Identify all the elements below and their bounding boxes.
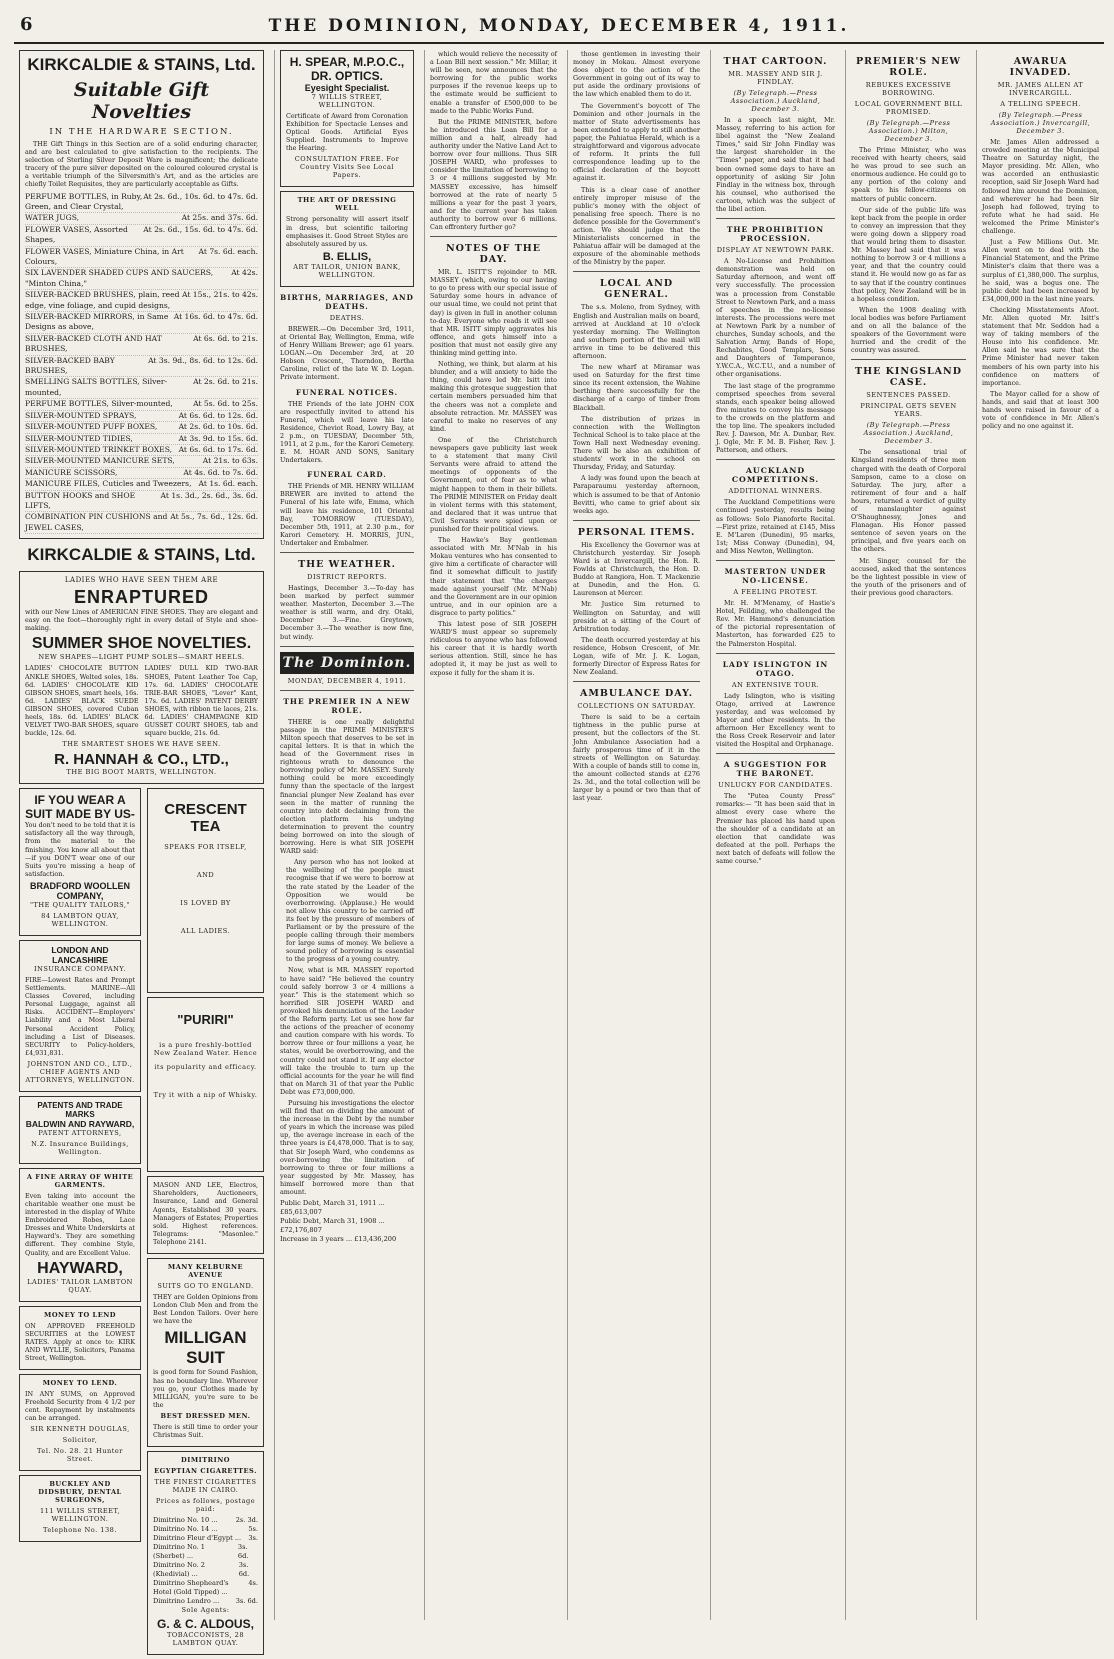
aldous-price-row [153,1543,258,1561]
col6-p2: Our side of the public life was kept back from the people in order to convey an impression that they were going down a slippery road that would bring them to disaster. Mr. Massey had said that it was nothing to borrow 3 or 4 millions a year, and that the country could stand it. He would now go as far as to say that if the country continues that policy, New Zealand will be in a hopeless condition. [851,205,966,303]
spear-name: H. SPEAR, M.P.O.C., DR. OPTICS. [289,55,405,83]
awarua-byline: (By Telegraph.—Press Association.) Invercargill, December 3. [990,111,1091,135]
crescent-advert [147,788,264,993]
spear-advert [280,50,414,187]
aldous-price-list [153,1516,258,1606]
crescent-line1: SPEAKS FOR ITSELF, [164,843,247,852]
col4-p1: those gentlemen in investing their money in Mokau. Almost everyone does object to the action of the Government in going out of its way to put aside the ordinary provisions of the law which enabled them to do it. [573,50,700,99]
kirkcaldie-item-name: PERFUME BOTTLES, in Ruby, Green, and Clear Crystal, [25,191,143,211]
col3-p4: Nothing, we think, but alarm at his blunder, and a will anxiety to hide the thing, could have led Mr. Isitt into making this grotesque suggestion that certain members persuaded him that the cheers was not a complete and absolute retraction. Mr. MASSEY was careful to make no reserves of any kind. [430,360,557,433]
bradford-address: 84 LAMBTON QUAY, WELLINGTON. [41,911,119,928]
kelburne-best: BEST DRESSED MEN. [160,1411,251,1420]
hannah-intro: with our New Lines of AMERICAN FINE SHOES. They are elegant and easy on the foot—thoroughly right in every detail of Style and shoe-making. [25,608,258,633]
aldous-price-row [153,1579,258,1597]
kirkcaldie-item [25,434,258,445]
kirkcaldie-section: IN THE HARDWARE SECTION. [49,127,234,137]
kirkcaldie-item-name: MANICURE FILES, Cuticles and Tweezers, [25,479,192,489]
kirkcaldie-item [25,468,258,479]
mason-lee-text: MASON AND LEE, Electros, Shareholders, Auctioneers, Insurance, Land and General Agents, Established 30 years. Managers of Estates; Properties sold. Highest references. Telegrams: "Masonlee." Telephone 2141. [153,1181,258,1246]
spear-consult: CONSULTATION FREE. For Country Visits See Local Papers. [294,155,400,180]
aldous-item-price: 5s. [248,1525,258,1534]
kirkcaldie-item [25,399,258,410]
aldous-price-row [153,1534,258,1543]
kirkcaldie-item [25,479,258,490]
column-2 [274,50,419,1620]
awarua-heading: AWARUA INVADED. [1009,56,1072,78]
col5-p2: A No-License and Prohibition demonstration was held on Saturday afternoon, and went off very successfully. The procession was a procession from Constable Street to Newtown Park, and a mass of speeches in the no-license interests. The processions were met at Newtown Park by a number of churches, Sunday schools, and the Salvation Army, Bands of Hope, Rechabites, Good Templars, Sons and Daughters of Temperance, Y.W.C.A., W.C.T.U., and a number of other organisations. [716,257,835,379]
islington-heading: LADY ISLINGTON IN OTAGO. [722,659,829,678]
column-7 [976,50,1104,1620]
col5-p1: In a speech last night, Mr. Massey, referring to his action for libel against the "New Zealand Times," said Sir John Findlay was the largest shareholder in the "Times" paper, and said that it had been owned some days to have an opportunity of asking Sir John Findlay in the witness box, through his counsel, who authorised the cartoon, which was the subject of the libel action. [716,116,835,214]
patents-title: PATENTS AND TRADE MARKS [37,1100,123,1119]
kirkcaldie-item [25,334,258,356]
kirkcaldie-item-name: SILVER-BACKED BABY BRUSHES, [25,355,115,376]
money-title: MONEY TO LEND [44,1310,116,1319]
kirkcaldie-item-price: At 4s. 6d. to 7s. 6d. [183,467,258,477]
kingsland-byline: (By Telegraph.—Press Association.) Auckland, December 3. [863,421,954,446]
premier-byline: (By Telegraph.—Press Association.) Milton, December 3. [866,119,951,143]
hannah-title: SUMMER SHOE NOVELTIES. [31,635,252,653]
hayward-address: LADIES' TAILOR LAMBTON QUAY. [27,1277,133,1294]
competitions-heading: AUCKLAND COMPETITIONS. [731,466,820,485]
col3-p5: One of the Christchurch newspapers gave publicity last week to a statement that many Civil Servants were afraid to attend the meetings of opponents of the Government, out of fear as to what might happen to them in their billets. The PRIME MINISTER on Friday dealt in violent terms with this statement, and declared that it was untrue that Civil Servants were spied upon or punished for their political views. [430,435,557,533]
col4-p8: His Excellency the Governor was at Christchurch yesterday. Sir Joseph Ward is at Invercargill, the Hon. R. Fowlds at Christchurch, the Hon. D. Buddo at Rangiora, Hon. T. Mackenzie at Dunedin, and the Hon. G. Laurenson at Mercer. [573,540,700,598]
births-text: BREWER.—On December 3rd, 1911, at Oriental Bay, Wellington, Emma, wife of Henry William Brewer; age 61 years. LOGAN.—On December 3rd, at 20 Hobson Crescent, Thorndon, Bertha Caroline, relict of the late W. D. Logan. Private interment. [280,324,414,382]
col6-p5: Mr. Singer, counsel for the accused, asked that the sentences be the lightest possible in view of the youth of the prisoners and of their previous good characters. [851,556,966,597]
column-4 [567,50,705,1620]
masterton-heading: MASTERTON UNDER NO-LICENSE. [724,567,827,586]
insurance-sub: INSURANCE COMPANY. [33,964,127,973]
milligan-name: MILLIGAN SUIT [164,1328,247,1368]
funeral-card-text: THE Friends of MR. HENRY WILLIAM BREWER are invited to attend the Funeral of his late wife, Emma, which will leave his residence, 101 Oriental Bay, TOMORROW (TUESDAY), December 5th, 1911, at 2.30 p.m., for Karori Cemetery. H. MORRIS, JUN., Undertaker and Embalmer. [280,482,414,547]
hannah-tag: THE SMARTEST SHOES WE HAVE SEEN. [62,740,221,749]
dominion-nameplate: The Dominion. [280,652,414,674]
procession-heading: THE PROHIBITION PROCESSION. [726,225,825,244]
masterton-sub: A FEELING PROTEST. [733,588,818,597]
col3-p3: MR. L. ISITT'S rejoinder to MR. MASSEY (which, owing to our having to go to press with our special issue of Saturday some hours in advance of our usual time, we could not print that day) is given in full in another column to-day. Everyone who reads it will see that MR. ISITT simply aggravates his offence, and gets himself into a position that must not easily give any thinking mind getting into. [430,268,557,357]
col6-p3: When the 1908 dealing with local bodies was before Parliament and on all the balance of the speakers of the Government were hurried and the credit of the country was assured. [851,305,966,355]
column-3 [424,50,562,1620]
column-6 [845,50,971,1620]
kirkcaldie-item-name: SMELLING SALTS BOTTLES, Silver-mounted, [25,377,168,397]
hannah-address: THE BIG BOOT MARTS, WELLINGTON. [66,768,217,777]
col4-p7: A lady was found upon the beach at Paraparaumu yesterday afternoon, which is assumed to be that of Antonio Bevitti, who came to grief about six weeks ago. [573,474,700,515]
kirkcaldie-item [25,422,258,433]
kirkcaldie-item-price: At 15s., 21s. to 42s. [181,290,258,300]
kirkcaldie-intro: THE Gift Things in this Section are of a solid enduring character, and are best calculated to give satisfaction to the recipients. The selection of Sterling Silver Deposit Ware is magnificent; the delicate tracery of the pure silver deposited on the coloured coloured crystal is a veritable triumph of the Silversmith's Art, and as the articles are chiefly Toilet Requisites, they are particularly acceptable as Gifts. [25,140,258,189]
ambulance-sub: COLLECTIONS ON SATURDAY. [577,702,696,711]
aldous-title: EGYPTIAN CIGARETTES. [154,1467,257,1476]
col4-p10: The death occurred yesterday at his residence, Hobson Crescent, of Mr. Logan, wife of Mr. J. K. Logan, formerly Director of Express Rates for New Zealand. [573,635,700,677]
col5-p4: The Auckland Competitions were continued yesterday, results being as follows: Solo Pianoforte Recital.—First prize, retained at £145, Miss E. M'Laren (Dunedin), 95 marks, 1st; Miss Conway (Dunedin), 94, and Miss Newton, Wellington. [716,498,835,555]
aldous-item-name: Dimitrino No. 10 ... [153,1516,218,1525]
kirkcaldie-item-price: At 1s. 6d. each. [198,479,258,489]
col5-p6: Lady Islington, who is visiting Otago, arrived at Lawrence yesterday, and was welcomed by Mayor and other residents. In the afternoon Her Excellency went to the Ross Creek Reservoir and later visited the Hospital and Orphanage. [716,691,835,749]
premier-sub: REBUKES EXCESSIVE BORROWING. [865,81,952,97]
kelburne-title: MANY KELBURNE AVENUE [167,1263,244,1280]
births-heading: BIRTHS, MARRIAGES, AND DEATHS. [280,292,414,311]
hayward-title: A FINE ARRAY OF WHITE GARMENTS. [26,1172,134,1189]
kirkcaldie-item [25,356,258,378]
kirkcaldie-item-name: BUTTON HOOKS and SHOE LIFTS, [25,490,136,510]
puriri-line3: Try it with a nip of Whisky. [153,1091,258,1100]
funeral-card-heading: FUNERAL CARD. [307,470,387,480]
col4-p4: The s.s. Moleno, from Sydney, with English and Australian mails on board, arrived at Auckland at 10 o'clock yesterday morning. The Wellington and southern portion of the mail will arrive in time to be delivered this afternoon. [573,303,700,360]
crescent-line3: IS LOVED BY [180,899,231,908]
aldous-price-row [153,1597,258,1606]
col5-p7: The "Putea County Press" remarks:— "It has been said that in almost every case where the Premier has placed his hand upon the shoulder of a candidate at an election that candidate was defeated at the poll. Perhaps the next batch of defeats will follow the same course." [716,792,835,865]
awarua-sub: MR. JAMES ALLEN AT INVERCARGILL. [997,81,1084,97]
bradford-name: BRADFORD WOOLLEN COMPANY, [30,880,130,901]
aldous-brand: DIMITRINO [181,1456,230,1465]
aldous-item-price: 3s. 6d. [237,1543,249,1561]
patents-advert [19,1096,141,1164]
hannah-shoes-right: LADIES' DULL KID TWO-BAR SHOES, Patent Leather Toe Cap, 17s. 6d. LADIES' CHOCOLATE TRIE-BAR SHOES, "Lever" Kant, 17s. 6d. LADIES' PATENT DERBY SHOES, with ribbon tie laces, 21s. 6d. LADIES' CHAMPAGNE KID GUSSET COURT SHOES, tab and square buckle, 21s. 6d. [144,664,258,738]
kirkcaldie-item-name: SILVER-BACKED BRUSHES, plain, reed edge, vine foliage, and cupid designs, [25,290,180,310]
kingsland-sub: SENTENCES PASSED. [866,391,951,400]
columns [14,50,1104,1648]
patents-name: BALDWIN AND RAYWARD, [25,1118,135,1129]
col3-p2: But the PRIME MINISTER, before he introduced this Loan Bill for a million and a half, already had authority under the Native Land Act to borrow over four millions. Thus SIR JOSEPH WARD, who professes to consider the limitation of borrowing to 3 or 4 millions suggested by Mr. MASSEY excessive, has himself borrowed at the rate of nearly 5 millions a year for the past 3 years, and for the current year has taken authority to borrow over 6 millions. Can effrontery further go? [430,117,557,231]
kirkcaldie-item [25,290,258,312]
funeral-text: THE Friends of the late JOHN COX are respectfully invited to attend his Funeral, which will leave his late Residence, Cheviot Road, Lowry Bay, at 2 p.m., on TUESDAY, December 5th, 1911, at 2 p.m., for the Karori Cemetery. E. M. HOAR AND SONS, Sanitary Undertakers. [280,399,414,465]
money-advert [19,1306,141,1370]
weather-text: Hastings, December 3.—To-day has been marked by perfect summer weather. Masterton, December 3.—The weather is still warm, and dry. Otaki, December 3.—Fine. Greytown, December 3.—The weather is now fine, but windy. [280,584,414,641]
surgeons-address: 111 WILLIS STREET, WELLINGTON. [39,1507,121,1524]
crescent-title: CRESCENT TEA [164,801,247,836]
kirkcaldie-item [25,213,258,224]
aldous-item-price: 2s. 3d. [235,1516,258,1525]
puriri-line2: its popularity and efficacy. [154,1063,257,1072]
ellis-text: Strong personality will assert itself in dress, but scientific tailoring emphasises it. Good Street Styles are absolutely assured by us. [286,215,408,248]
aldous-sub: THE FINEST CIGARETTES MADE IN CAIRO. [154,1478,257,1495]
insurance-text: FIRE—Lowest Rates and Prompt Settlements. MARINE—All Classes Covered, including Personal Luggage, against all Risks. ACCIDENT—Employers' Liability and a Most Liberal Personal Accident Policy, including a List of Diseases. SECURITY to Policy-holders, £4,931,831. [25,975,135,1057]
kelburne-advert [147,1258,264,1447]
weather-heading: THE WEATHER. [298,559,396,570]
aldous-advert [147,1451,264,1655]
baronet-heading: A SUGGESTION FOR THE BARONET. [723,760,828,779]
debt-row-3: Increase in 3 years ... £13,436,200 [280,1235,397,1244]
kirkcaldie-name-repeat: KIRKCALDIE & STAINS, Ltd. [27,545,256,565]
debt-row-2: Public Debt, March 31, 1908 ... £72,176,807 [280,1217,385,1235]
kirkcaldie-item-name: WATER JUGS, [25,213,80,223]
patents-address: N.Z. Insurance Buildings, Wellington. [31,1139,129,1156]
local-heading: LOCAL AND GENERAL. [599,278,674,301]
kirkcaldie-item [25,247,258,269]
kirkcaldie-item [25,512,258,534]
hayward-text: Even taking into account the charitable weather one must be interested in the display of White Embroidered Robes, Lace Dresses and White Underskirts at Hayward's. They are something different. They combine Style, Quality, and are Excellent Value. [25,1191,135,1257]
aldous-item-name: Dimitrino No. 14 ... [153,1525,218,1534]
cartoon-sub: MR. MASSEY AND SIR J. FINDLAY. [728,70,823,86]
aldous-item-name: Dimitrino No. 1 (Sherbet) ... [153,1543,205,1561]
kirkcaldie-item-name: MANICURE SCISSORS, [25,467,118,477]
kirkcaldie-item-name: SILVER-MOUNTED TIDIES, [25,433,133,443]
kirkcaldie-item-name: PERFUME BOTTLES, Silver-mounted, [25,399,173,409]
weather-sub: DISTRICT REPORTS. [307,573,387,581]
aldous-item-name: Dimitrino Shepheard's Hotel (Gold Tipped) ... [153,1579,229,1597]
bradford-tag: "THE QUALITY TAILORS," [29,900,130,909]
kelburne-text: THEY are Golden Opinions from London Club Men and from the Best London Tailors. Over here we have the [153,1293,258,1326]
kirkcaldie-item-price: At 42s. [231,268,258,278]
surgeons-advert [19,1475,141,1542]
kirkcaldie-item-name: SILVER-BACKED CLOTH AND HAT BRUSHES, [25,333,162,354]
kirkcaldie-item-price: At 16s. 6d. to 47s. 6d. [173,312,258,322]
money2-title: MONEY TO LEND. [42,1379,118,1388]
kirkcaldie-item-list [25,192,258,535]
puriri-title: "PURIRI" [177,1012,234,1028]
money2-advert [19,1374,141,1471]
mason-lee-advert [147,1176,264,1254]
ambulance-heading: AMBULANCE DAY. [579,688,694,700]
kirkcaldie-item-price: At 6s. 6d. to 12s. 6d. [178,410,258,420]
hayward-advert [19,1168,141,1302]
procession-sub: DISPLAY AT NEWTOWN PARK. [716,246,835,255]
patents-sub: PATENT ATTORNEYS, [38,1128,122,1137]
kirkcaldie-item [25,268,258,290]
funeral-heading: FUNERAL NOTICES. [295,387,399,397]
bradford-advert [19,788,141,936]
insurance-advert [19,940,141,1092]
insurance-agents: JOHNSTON AND CO., LTD., CHIEF AGENTS AND ATTORNEYS, WELLINGTON. [25,1059,135,1084]
page-number: 6 [20,14,33,35]
aldous-price-row [153,1525,258,1534]
col4-p9: Mr. Justice Sim returned to Wellington on Saturday, and will preside at a sitting of the Court of Arbitration today. [573,600,700,633]
notes-heading: NOTES OF THE DAY. [445,243,542,266]
premier-heading: PREMIER'S NEW ROLE. [855,56,962,78]
personal-heading: PERSONAL ITEMS. [577,526,696,538]
col6-p1: The Prime Minister, who was received with hearty cheers, said he was proud to see such an enormous audience. He could go to any portion of the colony and speak to his fellow-citizens on matters of public concern. [851,146,966,203]
kirkcaldie-item-price: At 25s. and 37s. 6d. [181,213,258,223]
aldous-item-price: 4s. [248,1579,258,1588]
col7-p3: Checking Misstatements Afoot. Mr. Allen quoted Mr. Isitt's statement that Mr. Seddon had a way of taking members of the House into his confidence. Mr. Allen said he was sure that the Prime Minister had never taken members of his own party into his confidence on matters of importance. [982,305,1099,387]
islington-sub: AN EXTENSIVE TOUR. [731,680,820,689]
kirkcaldie-item-price: At 21s. to 63s. [202,456,258,466]
kirkcaldie-item-name: SILVER-MOUNTED PUFF BOXES, [25,422,158,432]
kirkcaldie-item [25,491,258,513]
kirkcaldie-item-name: COMBINATION PIN CUSHIONS and JEWEL CASES, [25,512,168,532]
spear-title: Eyesight Specialist. [304,83,390,93]
aldous-item-price: 3s. 6d. [238,1561,250,1579]
kirkcaldie-item-name: FLOWER VASES, Assorted Shapes, [25,224,128,245]
spear-text: Certificate of Award from Coronation Exhibition for Spectacle Lenses and Optical Goods. Artificial Eyes Supplied. Instruments to Improve the Hearing. [286,112,408,153]
col7-p1: Mr. James Allen addressed a crowded meeting at the Municipal Theatre on Saturday night, the Mayor presiding. Mr. Allen, who was accorded an enthusiastic reception, said Sir Joseph Ward had followed him around the Dominion, and wherever he had been Sir Joseph had followed, trying to refute what he had said. He welcomed the Prime Minister's challenge. [982,138,1099,236]
bradford-text: You don't need to be told that it is satisfactory all the way through, from the material to the finishing. You know all about that—if you DON'T wear one of our Suits you're missing a heap of satisfaction. [25,821,135,878]
kelburne-sub: SUITS GO TO ENGLAND. [157,1282,254,1291]
insurance-title: LONDON AND LANCASHIRE [51,944,109,965]
kirkcaldie-item-name: FLOWER VASES, Miniature China, in Art Colours, [25,246,184,266]
kirkcaldie-item [25,377,258,399]
kirkcaldie-item-price: At 3s. 9d., 8s. 6d. to 12s. 6d. [148,355,258,365]
editorial-p3: Now, what is MR. MASSEY reported to have said? "He believed the country could safely borrow 3 or 4 millions a year." This is the statement which so horrified SIR JOSEPH WARD and provoked his denunciation of the Leader of the Reform party. Let us see how far the actions of the preacher of economy and caution compare with his words. To borrow three or four millions a year, he states, would be overborrowing, and the country could not stand it. If any elector will take the trouble to turn up the official accounts for the year he will find that on March 31 of that year the Public Debt was £73,000,000. [280,966,414,1096]
kirkcaldie-item-price: At 1s. 3d., 2s. 6d., 3s. 6d. [160,490,258,500]
col3-p1: which would relieve the necessity of a Loan Bill next session." Mr. Millar, it will be seen, now announces that the borrowing for the public works purposes if the revenue keeps up to the estimate would be sufficient to enable a transfer of £500,000 to be made to the Public Works Fund. [430,50,557,115]
kirkcaldie-item [25,192,258,214]
aldous-item-price: 3s. 6d. [235,1597,258,1606]
column-1-advertisements [14,50,269,1648]
cartoon-heading: THAT CARTOON. [723,56,828,67]
kirkcaldie-item [25,225,258,247]
kirkcaldie-item-name: SILVER-MOUNTED MANICURE SETS, [25,456,175,466]
editorial-p1: THERE is one really delightful passage in the PRIME MINISTER'S Milton speech that deserves to be set in capital letters. It is that in which the head of the Government rises in righteous wrath to denounce the borrowing policy of Mr. MASSEY. Surely nothing could be more exceedingly funny than the spectacle of the largest financial plunger New Zealand has ever seen in the matter of running the country into debt declaiming from the election platform his undying determination to prevent the country being borrowed on into the slough of borrowing. Here is what SIR JOSEPH WARD said: [280,717,414,856]
masthead [14,14,1104,44]
hayward-name: HAYWARD, [37,1259,123,1277]
puriri-advert [147,997,264,1172]
kirkcaldie-item-price: At 2s. 6d. to 10s. 6d. [178,422,258,432]
competitions-sub: ADDITIONAL WINNERS. [728,487,823,496]
baronet-sub: UNLUCKY FOR CANDIDATES. [718,781,833,790]
dominion-date: MONDAY, DECEMBER 4, 1911. [287,676,407,685]
cartoon-byline: (By Telegraph.—Press Association.) Auckland, December 3. [730,89,821,113]
newspaper-title: THE DOMINION, MONDAY, DECEMBER 4, 1911. [268,16,850,36]
col7-p2: Just a Few Millions Out. Mr. Allen went on to deal with the Financial Statement, and the Prime Minister's claim that there was a surplus of £1,380,000. The surplus, he said, was a bogus one. The public debt had been increased by £34,000,000 in the last nine years. [982,238,1099,303]
kirkcaldie-tagline: Suitable Gift Novelties [73,79,210,123]
kirkcaldie-advert [19,50,264,539]
editorial-p2: Any person who has not looked at the wellbeing of the people must recognise that if we were to borrow at the rate stated by the Leader of the Opposition we would be overborrowing. (Applause.) He would not allow this country to be carried off its feet by the pressure of members of Parliament or by the pressure of the people calling through their members for large sums of money. We believe a sound policy of borrowing is essential to the progress of a young country. [286,858,414,964]
puriri-line1: is a pure freshly-bottled New Zealand Water. Hence [153,1041,258,1058]
kirkcaldie-item-price: At 6s. 6d. to 17s. 6d. [178,444,258,454]
awarua-sub2: A TELLING SPEECH. [1000,100,1081,108]
premier-sub2: LOCAL GOVERNMENT BILL PROMISED. [854,100,963,116]
kirkcaldie-item-price: At 6s. 6d. to 21s. [193,333,258,343]
ellis-sub: ART TAILOR, UNION BANK, WELLINGTON. [293,262,401,279]
aldous-address: TOBACCONISTS, 28 LAMBTON QUAY. [166,1631,245,1648]
bradford-title: IF YOU WEAR A SUIT MADE BY US- [25,793,135,822]
kelburne-text3: There is still time to order your Christmas Suit. [153,1422,258,1439]
money2-text: IN ANY SUMS, on Approved Freehold Security from 4 1/2 per cent. Repayment by instalments can be arranged. [25,1390,135,1423]
ellis-title: THE ART OF DRESSING WELL [297,196,397,213]
kirkcaldie-item-price: At 3s. 9d. to 15s. 6d. [178,433,258,443]
ellis-name: B. ELLIS, [322,250,372,263]
aldous-item-name: Dimitrino No. 2 (Khedivial) ... [153,1561,205,1579]
debt-row-1: Public Debt, March 31, 1911 ... £85,613,007 [280,1199,385,1217]
editorial-p4: Pursuing his investigations the elector will find that on dividing the amount of the increase in the Debt by the number of years in which the increase was piled up, the average increase in each of the three years is £4,478,000. That is to say, that Sir Joseph Ward, who condemns as over-borrowing the limitation of borrowing to three or four millions a year suggested by Mr. Massey, has himself borrowed more than that amount. [280,1098,414,1196]
col4-p6: The distribution of prizes in connection with the Wellington Technical School is to take place at the Town Hall next Wednesday evening. There will be also an exhibition of students' work in the school on Thursday, Friday, and Saturday. [573,414,700,472]
newspaper-page [14,14,1104,1648]
col5-p3: The last stage of the programme comprised speeches from several stands, each speaker being allowed five minutes to convey his message to the crowds on the platform and the top line. The speakers included Rev. J. Dawson, Mr. A. Dunbar, Rev. J. Ogle, Mr. F. M. B. Fisher, Rev. J. Patterson, and others. [716,381,835,455]
kirkcaldie-item-price: At 5s. 6d. to 25s. [193,399,258,409]
kirkcaldie-name: KIRKCALDIE & STAINS, Ltd. [27,55,256,74]
aldous-item-price: 3s. [248,1534,258,1543]
hannah-name: R. HANNAH & CO., LTD., [54,751,229,769]
col5-p5: Mr. H. M'Menamy, of Hastie's Hotel, Feilding, who challenged the Rev. Mr. Hammond's denunciation of the pictorial representation of Masterton, has forwarded £25 to the Palmerston Hospital. [716,599,835,648]
spear-address: 7 WILLIS STREET, WELLINGTON. [311,93,383,109]
aldous-price-row [153,1516,258,1525]
kirkcaldie-item [25,456,258,467]
kingsland-heading: THE KINGSLAND CASE. [855,366,962,389]
col3-p6: The Hawke's Bay gentleman associated with Mr. M'Nab in his Mokau ventures who has consented to give him a certificate of character will find it somewhat difficult to justify their statement that "the charges made against yourself (Mr. M'Nab) and the Government are in our opinion untrue, and in our opinion are a disgrace to party politics." [430,536,557,617]
col7-p4: The Mayor called for a show of hands, and said that at least 300 hands were raised in favour of a vote of confidence in Mr. Allen's policy and no one against it. [982,389,1099,431]
hannah-advert [19,571,264,784]
aldous-item-name: Dimitrino Fleur d'Egypt ... [153,1534,242,1543]
kirkcaldie-item-price: At 2s. 6d. to 21s. [193,377,258,387]
kirkcaldie-item-price: At 2s. 6d., 10s. 6d. to 47s. 6d. [143,191,258,201]
deaths-label: DEATHS. [329,313,365,322]
col4-p5: The new wharf at Miramar was used on Saturday for the first time since its recent extension, the Wahine berthing there successfully for the discharge of a cargo of timber from Blackball. [573,363,700,412]
aldous-price-row [153,1561,258,1579]
kirkcaldie-item-price: At 2s. 6d., 15s. 6d. to 47s. 6d. [143,224,258,234]
kirkcaldie-item-name: SILVER-MOUNTED TRINKET BOXES, [25,444,173,454]
kirkcaldie-item [25,411,258,422]
ellis-advert [280,191,414,286]
aldous-prices-label: Prices as follows, postage paid: [155,1497,256,1514]
aldous-sole: Sole Agents: [181,1606,230,1615]
kirkcaldie-item [25,445,258,456]
money2-sub: Solicitor, [62,1436,98,1445]
surgeons-title: BUCKLEY AND DIDSBURY, DENTAL SURGEONS, [38,1480,122,1505]
hannah-shoes-left: LADIES' CHOCOLATE BUTTON ANKLE SHOES, Welted soles, 18s. 6d. LADIES' CHOCOLATE KID GIBSON SHOES, smart heels, 16s. 6d. LADIES' BLACK SUEDE GIBSON SHOES, covered Cuban heels, 18s. 6d. LADIES' BLACK VELVET TWO-BAR SHOES, square buckle, 12s. 6d. [25,664,139,738]
col4-p2: The Government's boycott of The Dominion and other journals in the matter of State advertisements has been extended to apply to still another paper, the Pahiatua Herald, which is a straightforward and vigorous advocate of reform. It prints the full correspondence leading up to the official declaration of the boycott against it. [573,101,700,183]
col4-p3: This is a clear case of another entirely improper misuse of the public's money with the object of penalising free speech. There is no defence possible for the Government's action. We should judge that the Ministerialists concerned in the Pahiatua affair will be damaged at the exposure of the abominable methods of the Ministry by the paper. [573,185,700,267]
aldous-name: G. & C. ALDOUS, [157,1617,254,1632]
aldous-item-name: Dimitrino Lendro ... [153,1597,220,1606]
kirkcaldie-item-name: SIX LAVENDER SHADED CUPS AND SAUCERS, "Minton China," [25,268,214,288]
kirkcaldie-item [25,312,258,334]
kirkcaldie-item-name: SILVER-MOUNTED SPRAYS, [25,410,137,420]
money2-address: Tel. No. 28. 21 Hunter Street. [37,1447,123,1464]
crescent-line4: ALL LADIES. [180,927,231,936]
kirkcaldie-item-price: At 7s. 6d. each. [198,246,258,256]
kelburne-text2: is good form for Sound Fashion, has no boundary line. Wherever you go, your Clothes made by MILLIGAN, you're sure to be the [153,1368,258,1409]
col6-p4: The sensational trial of Kingsland residents of three men charged with the death of Corporal Sampson, came to a close on Saturday. The jury, after a retirement of four and a half hours, returned a verdict of guilty of manslaughter against O'Shaughnessy, Jones and Flanagan. His Honor passed sentence of seven years on the principal, and five years each on the others. [851,448,966,554]
money2-name: SIR KENNETH DOUGLAS, [30,1425,130,1434]
crescent-line2: AND [196,871,215,880]
kingsland-sub2: PRINCIPAL GETS SEVEN YEARS. [860,402,957,419]
money-text: ON APPROVED FREEHOLD SECURITIES at the LOWEST RATES. Apply at once to: KIRK AND WYLLIE, Solicitors, Panama Street, Wellington. [25,1321,135,1362]
kirkcaldie-item-price: At 5s., 7s. 6d., 12s. 6d. [170,512,258,522]
kirkcaldie-item-name: SILVER-BACKED MIRRORS, in Same Designs as above, [25,312,169,332]
hannah-top: LADIES WHO HAVE SEEN THEM ARE [64,576,219,585]
col3-p7: This latest pose of SIR JOSEPH WARD'S must appear so supremely ridiculous to anyone who has followed his career that it is hardly worth serious attention. Still, since he has adopted it, it may be just as well to expose it fully for the sham it is. [430,620,557,677]
hannah-headline: ENRAPTURED [73,587,209,608]
editorial-heading: THE PREMIER IN A NEW ROLE. [283,696,411,715]
column-5 [710,50,840,1620]
col4-p11: There is said to be a certain tightness in the public purse at present, but the collectors of the St. John Ambulance Association had a fairly prosperous time of it in the streets of Wellington on Saturday. With a couple of bands still to come in, the amount collected stands at £276 2s. 3d., and the total collection will be larger by a pound or two than that of last year. [573,713,700,803]
surgeons-phone: Telephone No. 138. [43,1526,117,1535]
hannah-subtitle: NEW SHAPES—LIGHT PUMP SOLES—SMART HEELS. [38,653,245,662]
